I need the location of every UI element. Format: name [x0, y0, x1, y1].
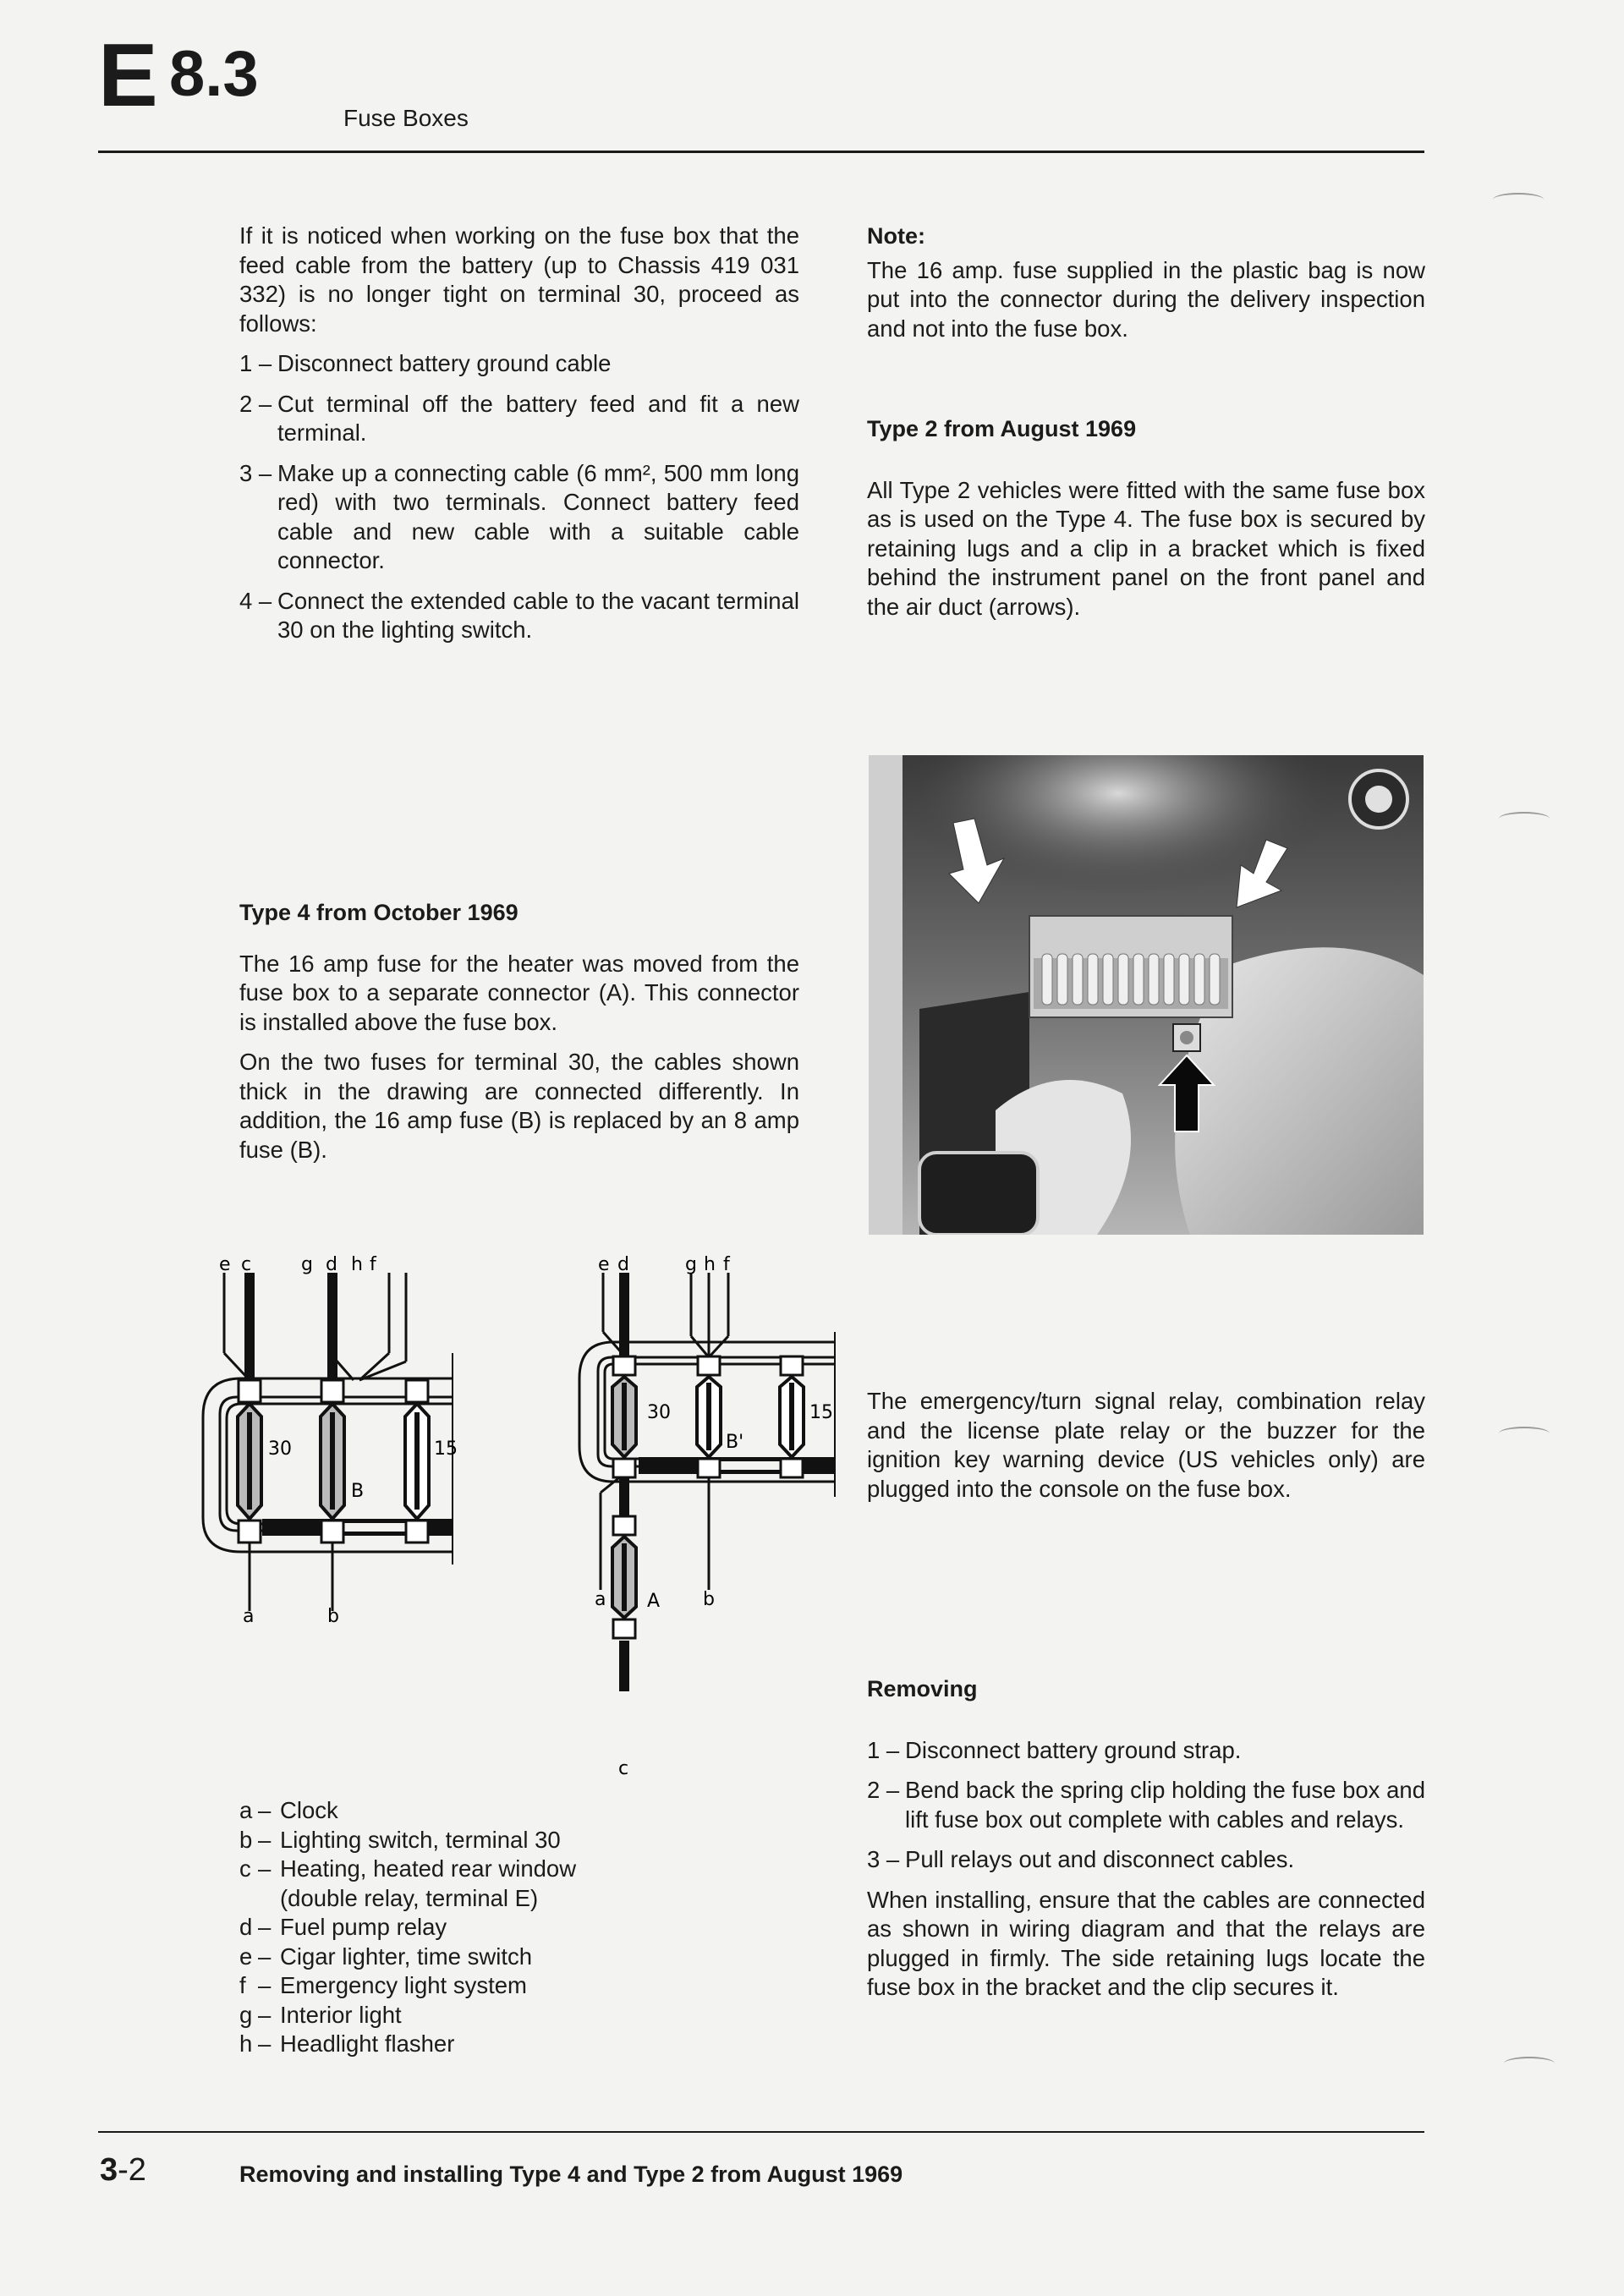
intro-paragraph: If it is noticed when working on the fuse box that the feed cable from the battery (up to Chassis 419 031 332) is no longer tight on terminal 30, proceed as follows:: [239, 222, 799, 337]
step-item: [867, 1776, 1425, 1834]
fuse-a: [612, 1537, 636, 1618]
legend-item: g – Interior light: [239, 2001, 645, 2030]
label-b: b: [327, 1606, 339, 1624]
fuse-label-a: A: [647, 1591, 661, 1612]
binder-hole-mark: [1504, 2057, 1555, 2070]
step-number: 3 –: [867, 1846, 900, 1872]
fuse-15: [780, 1377, 804, 1457]
step-item: [239, 390, 799, 448]
fuse-label-15: 15: [809, 1402, 833, 1423]
label-b: b: [703, 1589, 715, 1610]
removing-heading: Removing: [867, 1676, 978, 1701]
legend-item: b – Lighting switch, terminal 30: [239, 1826, 645, 1855]
legend-text: Interior light: [280, 2001, 402, 2028]
note-heading: Note:: [867, 223, 925, 249]
step-text: Pull relays out and disconnect cables.: [905, 1846, 1295, 1872]
left-panel-edge: [869, 755, 903, 1235]
fuse-label-30: 30: [268, 1438, 292, 1460]
fuse-label-15: 15: [434, 1438, 458, 1460]
fuse-30: [612, 1377, 636, 1457]
step-text: Connect the extended cable to the vacant terminal 30 on the lighting switch.: [277, 587, 799, 643]
page-number-minor: 2: [128, 2152, 146, 2188]
legend-item: f – Emergency light system: [239, 1971, 645, 2001]
binder-hole-mark: [1493, 193, 1544, 206]
header-rule: [98, 151, 1424, 153]
step-text: Disconnect battery ground strap.: [905, 1736, 1242, 1763]
type4-paragraph-1: The 16 amp fuse for the heater was moved from the fuse box to a separate connector (A). This connector is installed above the fuse box.: [239, 950, 799, 1035]
installing-text: When installing, ensure that the cables are connected as shown in wiring diagram and that the relays are plugged in firmly. The side retaining lugs locate the fuse box in the bracket and the clip secures it.: [867, 1886, 1425, 2000]
fuse-15: [405, 1404, 429, 1519]
label-f: f: [723, 1254, 730, 1275]
label-g: g: [685, 1254, 697, 1275]
fuse-label-30: 30: [647, 1402, 671, 1423]
legend-key: h: [239, 2030, 253, 2057]
footer-caption: Removing and installing Type 4 and Type 2 from August 1969: [239, 2162, 903, 2187]
page-title: Fuse Boxes: [343, 105, 469, 131]
step-item: [239, 349, 799, 379]
page-number-major: 3: [100, 2152, 118, 2188]
type4-section: [239, 898, 799, 1175]
legend-text: Headlight flasher: [280, 2030, 455, 2057]
page-number-separator: -: [118, 2152, 129, 2188]
legend-text: Lighting switch, terminal 30: [280, 1826, 561, 1853]
page-number: [100, 2152, 146, 2189]
relay-section: [867, 1387, 1425, 1515]
step-item: [239, 459, 799, 576]
label-g: g: [301, 1254, 313, 1275]
legend-text: Fuel pump relay: [280, 1914, 447, 1940]
type4-paragraph-2: On the two fuses for terminal 30, the cables shown thick in the drawing are connected differently. In addition, the 16 amp fuse (B) is replaced by an 8 amp fuse (B).: [239, 1049, 799, 1163]
fuse-box-photo: [869, 755, 1424, 1235]
fuse-b: [321, 1404, 344, 1519]
step-text: Make up a connecting cable (6 mm², 500 mm long red) with two terminals. Connect battery feed cable and new cable with a suitable cable connector.: [277, 459, 799, 573]
label-d: d: [617, 1254, 629, 1275]
fuse-box: [1029, 916, 1232, 1017]
binder-hole-mark: [1499, 812, 1550, 825]
step-number: 2 –: [867, 1777, 900, 1803]
fuse-30: [238, 1404, 261, 1519]
right-top-section: [867, 222, 1425, 633]
label-f: f: [370, 1254, 376, 1275]
label-c: c: [241, 1254, 252, 1275]
section-number: 8.3: [169, 38, 259, 110]
fuse-label-b-prime: B': [726, 1432, 744, 1453]
section-letter: E: [98, 25, 156, 125]
legend-key: e: [239, 1943, 253, 1970]
legend-item: d – Fuel pump relay: [239, 1913, 645, 1943]
legend-item: e – Cigar lighter, time switch: [239, 1943, 645, 1972]
legend-text: (double relay, terminal E): [280, 1884, 539, 1911]
wiring-diagram-old: [190, 1252, 474, 1624]
label-d: d: [326, 1254, 337, 1275]
left-intro-section: [239, 222, 799, 656]
label-c: c: [618, 1758, 629, 1779]
label-h: h: [704, 1254, 716, 1275]
legend-key: b: [239, 1826, 253, 1853]
legend-item: c – Heating, heated rear window: [239, 1855, 645, 1884]
step-text: Bend back the spring clip holding the fuse box and lift fuse box out complete with cables and relays.: [905, 1777, 1425, 1833]
legend-key: f: [239, 1972, 246, 1998]
step-item: [239, 587, 799, 645]
type4-heading: Type 4 from October 1969: [239, 900, 518, 925]
step-item: [867, 1736, 1425, 1766]
type2-text: All Type 2 vehicles were fitted with the same fuse box as is used on the Type 4. The fuse box is secured by retaining lugs and a clip in a bracket which is fixed behind the instrument panel on the front panel and the air duct (arrows).: [867, 476, 1425, 620]
legend-text: Heating, heated rear window: [280, 1855, 577, 1882]
diagram-legend: [239, 1796, 645, 2059]
fuse-label-b: B: [351, 1481, 365, 1502]
legend-item: a – Clock: [239, 1796, 645, 1826]
step-number: 1 –: [867, 1736, 900, 1763]
step-text: Disconnect battery ground cable: [277, 350, 612, 376]
label-a: a: [243, 1606, 255, 1624]
label-e: e: [219, 1254, 231, 1275]
type2-heading: Type 2 from August 1969: [867, 416, 1137, 441]
step-number: 3 –: [239, 459, 272, 486]
note-text: The 16 amp. fuse supplied in the plastic bag is now put into the connector during the delivery inspection and not into the fuse box.: [867, 256, 1425, 342]
label-a: a: [595, 1589, 606, 1610]
step-number: 2 –: [239, 390, 272, 417]
relay-text: The emergency/turn signal relay, combination relay and the license plate relay or the buzzer for the ignition key warning device (US vehicles only) are plugged into the console on the fuse box.: [867, 1388, 1425, 1502]
legend-item: h – Headlight flasher: [239, 2030, 645, 2059]
step-text: Cut terminal off the battery feed and fit a new terminal.: [277, 390, 799, 446]
footer-rule: [98, 2131, 1424, 2133]
legend-key: c: [239, 1855, 251, 1882]
legend-text: Clock: [280, 1797, 338, 1823]
legend-key: a: [239, 1797, 253, 1823]
label-e: e: [598, 1254, 610, 1275]
legend-key: d: [239, 1914, 253, 1940]
legend-text: Emergency light system: [280, 1972, 527, 1998]
step-number: 1 –: [239, 350, 272, 376]
label-h: h: [351, 1254, 363, 1275]
binder-hole-mark: [1499, 1427, 1550, 1440]
legend-item-continued: [239, 1884, 645, 1914]
legend-key: g: [239, 2001, 253, 2028]
photo-illustration: [869, 755, 1424, 1235]
step-item: [867, 1845, 1425, 1875]
removing-section: [867, 1674, 1425, 2014]
wiring-diagram-new: [562, 1252, 846, 1780]
fuse-b-prime: [697, 1377, 721, 1457]
step-number: 4 –: [239, 587, 272, 614]
legend-text: Cigar lighter, time switch: [280, 1943, 533, 1970]
